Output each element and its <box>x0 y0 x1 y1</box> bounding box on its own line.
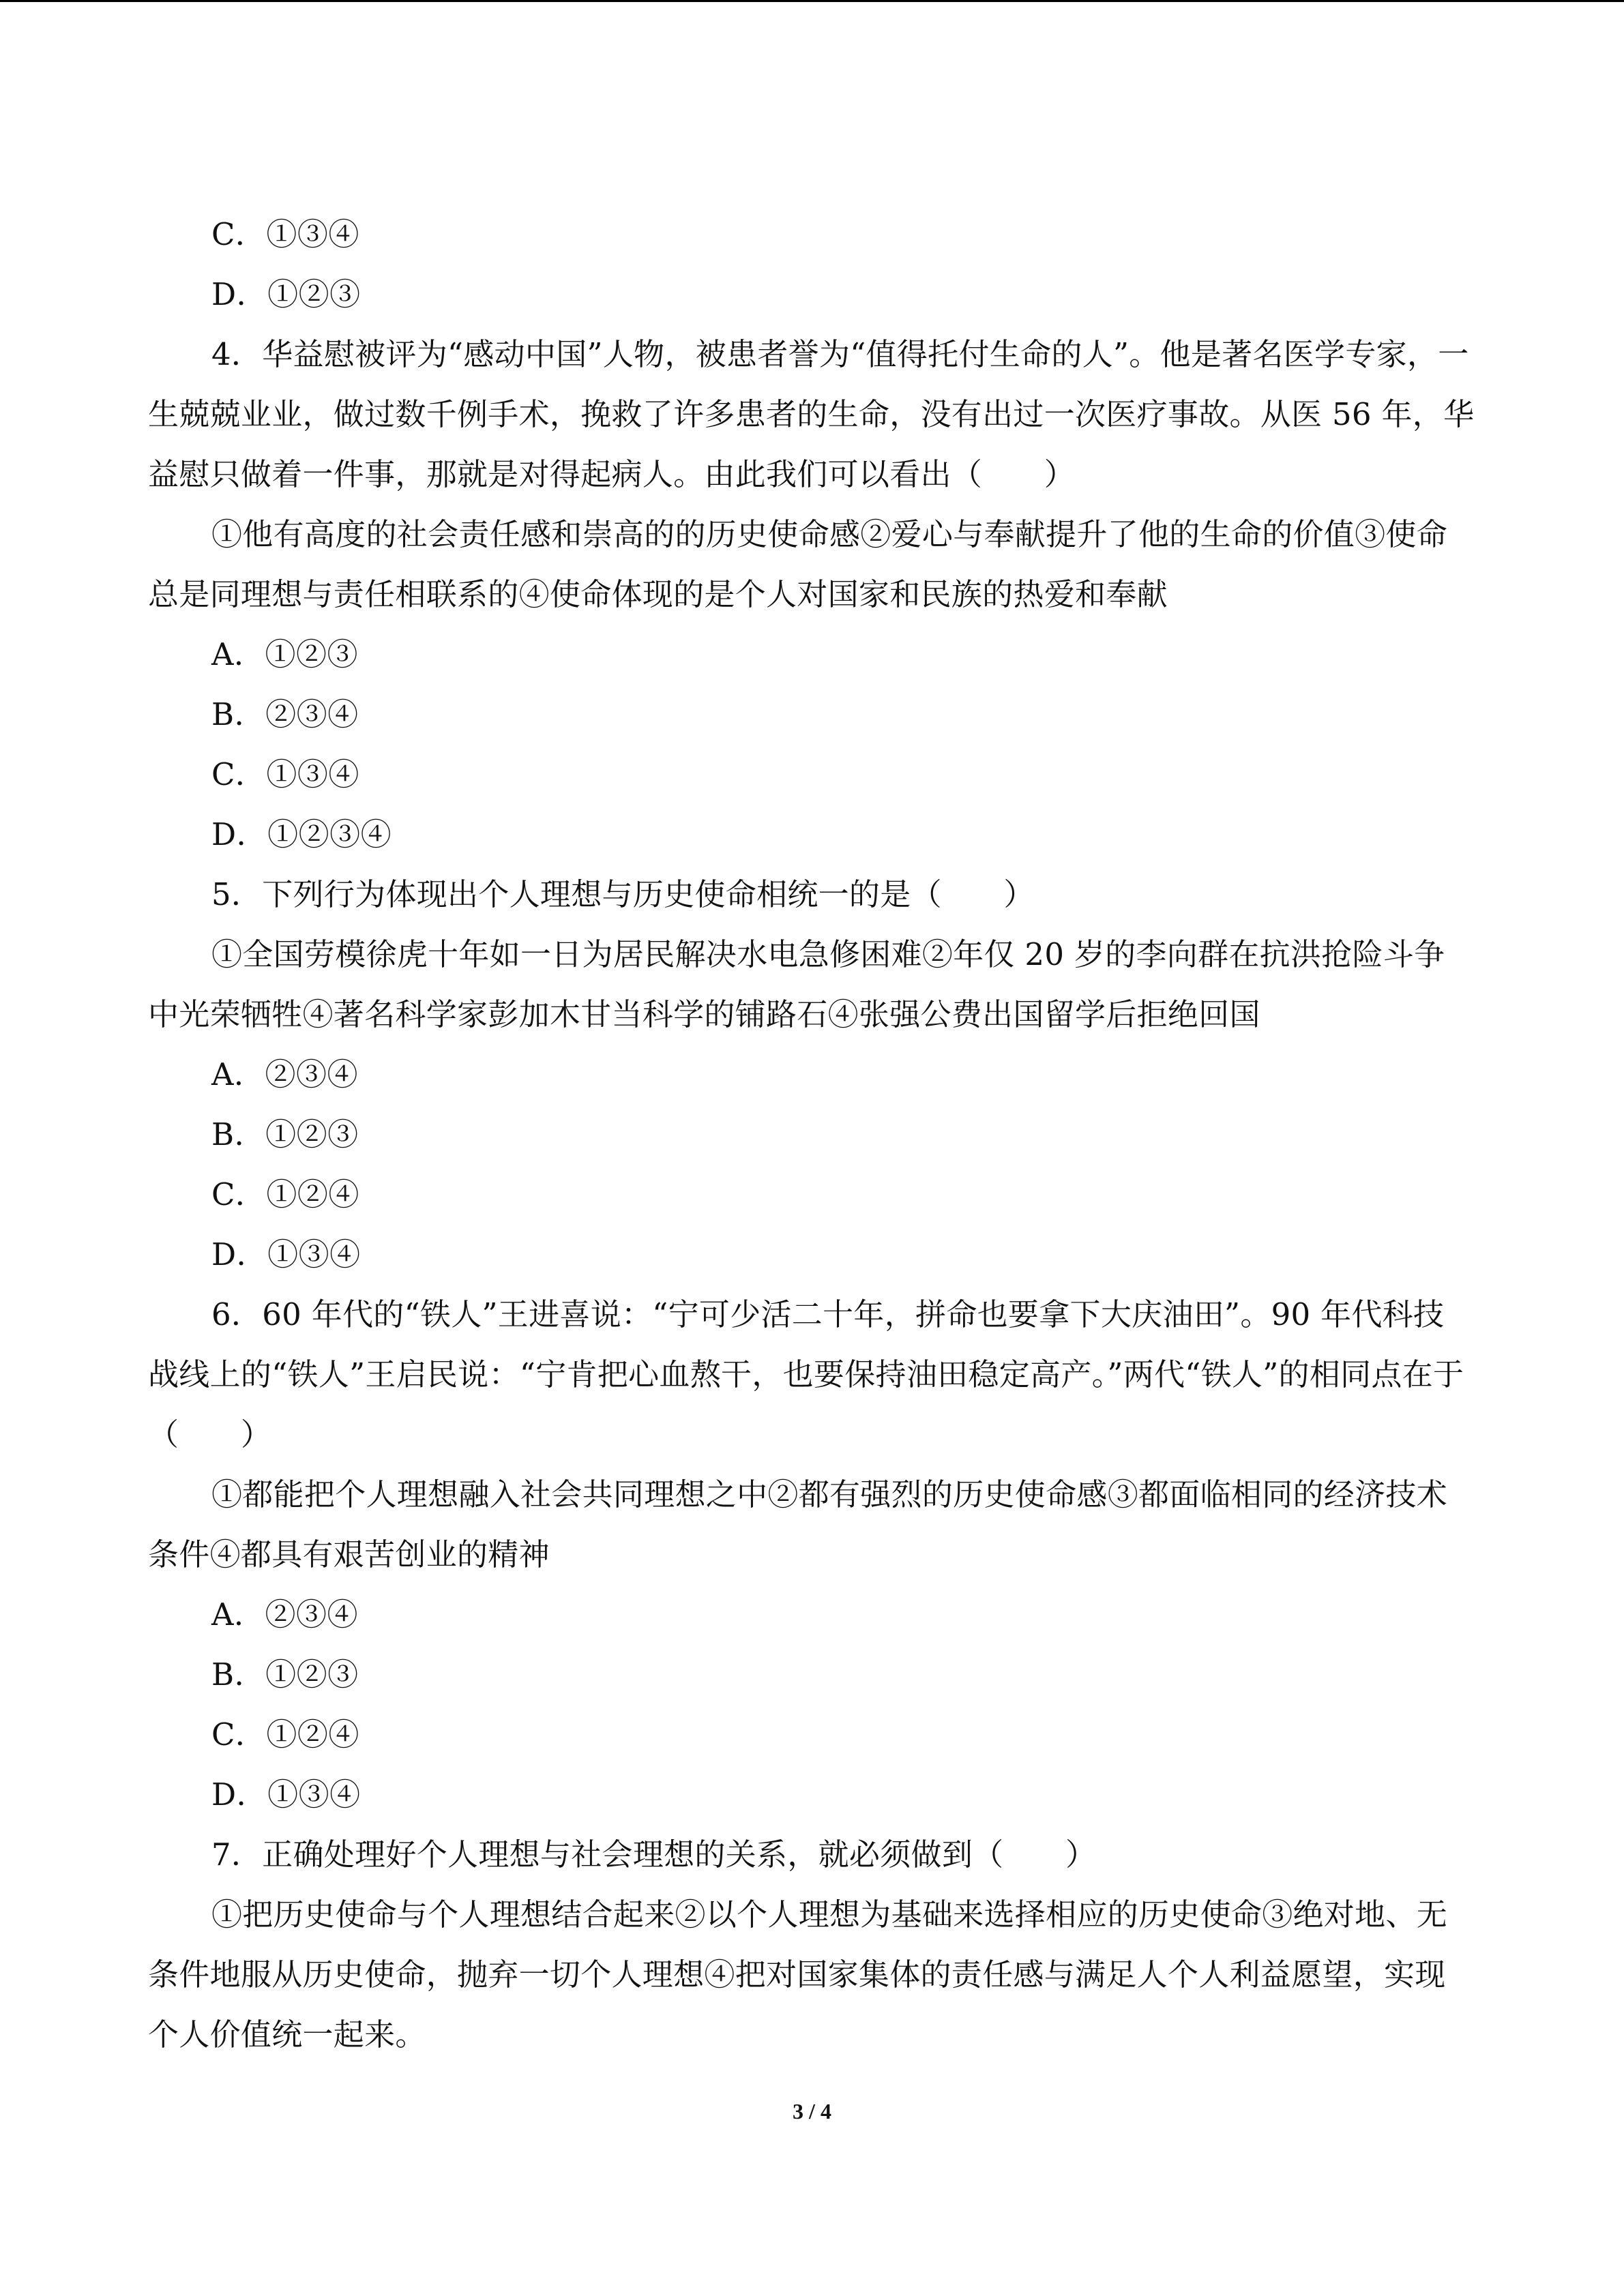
q4-option-c: C．①③④ <box>211 756 359 792</box>
q6-option-b: B．①②③ <box>211 1656 359 1693</box>
q5-option-c: C．①②④ <box>211 1176 359 1212</box>
q5-stem: 5．下列行为体现出个人理想与历史使命相统一的是（ ） <box>211 876 1035 912</box>
q5-option-a: A．②③④ <box>211 1056 358 1092</box>
q4-stem: 4．华益慰被评为“感动中国”人物，被患者誉为“值得托付生命的人”。他是著名医学专家，一生兢兢业业，做过数千例手术，挽救了许多患者的生命，没有出过一次医疗事故。从医 56 年，华益慰只做着一件事，那就是对得起病人。由此我们可以看出（ ） <box>148 336 1475 492</box>
q7-statements: ①把历史使命与个人理想结合起来②以个人理想为基础来选择相应的历史使命③绝对地、无条件地服从历史使命，抛弃一切个人理想④把对国家集体的责任感与满足人个人利益愿望，实现个人价值统一起来。 <box>148 1896 1448 2053</box>
q6-option-a: A．②③④ <box>211 1596 358 1632</box>
q6-option-d: D．①③④ <box>211 1776 361 1813</box>
q5-option-d: D．①③④ <box>211 1236 361 1272</box>
document-content <box>148 205 1475 2065</box>
q5-option-b: B．①②③ <box>211 1116 359 1152</box>
q4-option-b: B．②③④ <box>211 696 359 732</box>
q6-stem: 6．60 年代的“铁人”王进喜说：“宁可少活二十年，拼命也要拿下大庆油田”。90 年代科技战线上的“铁人”王启民说：“宁肯把心血熬干，也要保持油田稳定高产。”两代“铁人”的相同点在于（ ） <box>148 1296 1464 1452</box>
q4-option-a: A．①②③ <box>211 636 358 672</box>
q7-stem: 7．正确处理好个人理想与社会理想的关系，就必须做到（ ） <box>211 1836 1097 1873</box>
q4-statements: ①他有高度的社会责任感和崇高的的历史使命感②爱心与奉献提升了他的生命的价值③使命总是同理想与责任相联系的④使命体现的是个人对国家和民族的热爱和奉献 <box>148 516 1448 612</box>
q3-option-c: C．①③④ <box>211 216 359 252</box>
q6-option-c: C．①②④ <box>211 1716 359 1753</box>
page-top-border <box>0 0 1624 2</box>
q3-option-d: D．①②③ <box>211 276 361 312</box>
q5-statements: ①全国劳模徐虎十年如一日为居民解决水电急修困难②年仅 20 岁的李向群在抗洪抢险斗争中光荣牺牲④著名科学家彭加木甘当科学的铺路石④张强公费出国留学后拒绝回国 <box>148 936 1445 1032</box>
q4-option-d: D．①②③④ <box>211 816 392 852</box>
q6-statements: ①都能把个人理想融入社会共同理想之中②都有强烈的历史使命感③都面临相同的经济技术条件④都具有艰苦创业的精神 <box>148 1476 1448 1572</box>
page-number: 3 / 4 <box>793 2099 831 2123</box>
